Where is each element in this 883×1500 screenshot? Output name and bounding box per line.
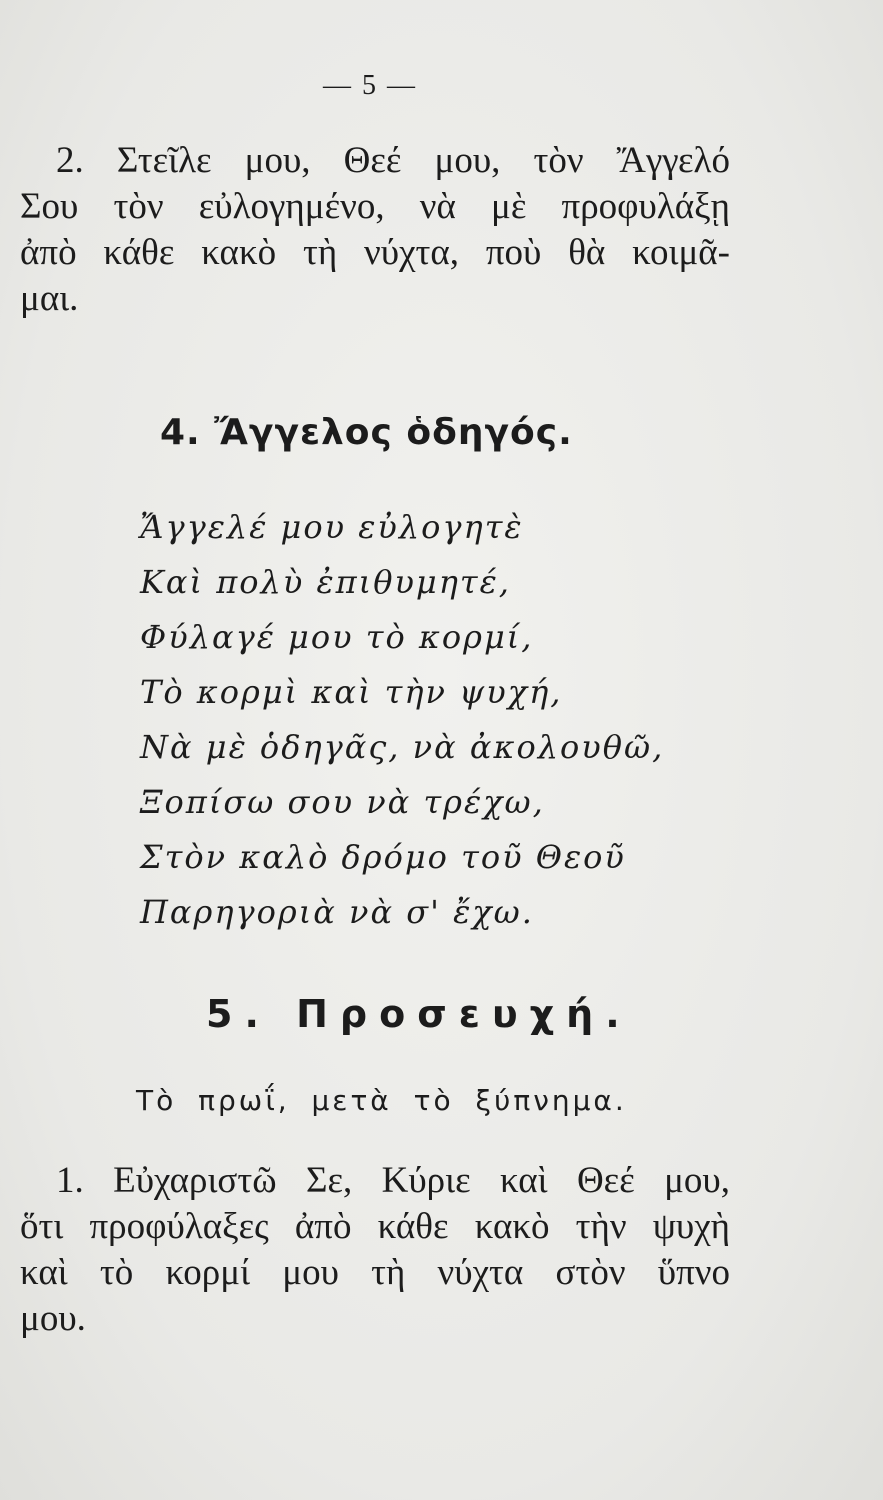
paragraph-line: 1. Εὐχαριστῶ Σε, Κύριε καὶ Θεέ μου, [56,1160,730,1201]
poem-line: Νὰ μὲ ὁδηγᾶς, νὰ ἀκολουθῶ, [140,728,665,766]
paragraph-line: ὅτι προφύλαξες ἀπὸ κάθε κακὸ τὴν ψυχὴ [20,1206,730,1247]
paragraph-2 [20,138,730,322]
paragraph-line: 2. Στεῖλε μου, Θεέ μου, τὸν Ἄγγελό [56,140,730,181]
poem-line: Ἄγγελέ μου εὐλογητὲ [140,508,524,546]
paragraph-line: μαι. [20,278,79,319]
prayer-paragraph [20,1158,730,1342]
poem-line: Καὶ πολὺ ἐπιθυμητέ, [140,563,511,601]
paragraph-line: καὶ τὸ κορμί μου τὴ νύχτα στὸν ὕπνο [20,1252,730,1293]
section-5-subheading: Τὸ πρωΐ, μετὰ τὸ ξύπνημα. [136,1084,627,1117]
section-5-heading: 5. Προσευχή. [206,992,632,1036]
poem-line: Ξοπίσω σου νὰ τρέχω, [140,783,545,821]
page-number: — 5 — [323,70,417,101]
poem-line: Παρηγοριὰ νὰ σ' ἔχω. [140,893,534,931]
paragraph-line: Σου τὸν εὐλογημένο, νὰ μὲ προφυλάξῃ [20,186,730,227]
poem-line: Στὸν καλὸ δρόμο τοῦ Θεοῦ [140,838,626,876]
poem [140,500,664,940]
poem-line: Φύλαγέ μου τὸ κορμί, [140,618,534,656]
paragraph-line: μου. [20,1298,86,1339]
paragraph-line: ἀπὸ κάθε κακὸ τὴ νύχτα, ποὺ θὰ κοιμᾶ- [20,232,730,273]
poem-line: Τὸ κορμὶ καὶ τὴν ψυχή, [140,673,563,711]
section-4-heading: 4. Ἄγγελος ὁδηγός. [160,412,573,453]
